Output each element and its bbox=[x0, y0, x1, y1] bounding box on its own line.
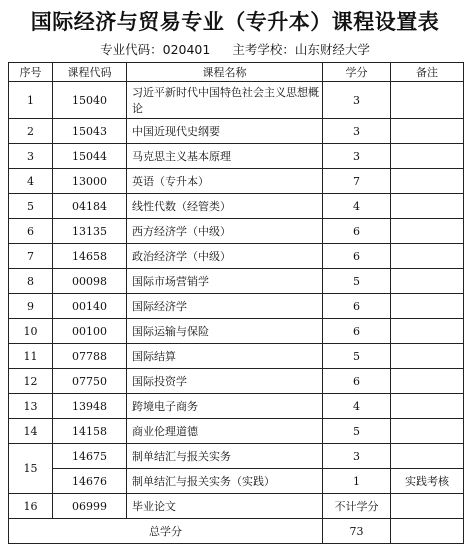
exam-school: 主考学校：山东财经大学 bbox=[232, 42, 370, 57]
row-name: 英语（专升本） bbox=[127, 169, 323, 194]
table-row bbox=[9, 394, 464, 419]
table-row bbox=[9, 469, 464, 494]
row-remark bbox=[391, 494, 464, 519]
row-credit: 不计学分 bbox=[323, 494, 391, 519]
course-table bbox=[8, 62, 464, 544]
row-code: 15044 bbox=[53, 144, 127, 169]
row-credit: 6 bbox=[323, 369, 391, 394]
row-code: 14658 bbox=[53, 244, 127, 269]
table-row bbox=[9, 244, 464, 269]
row-credit: 5 bbox=[323, 344, 391, 369]
row-name: 跨境电子商务 bbox=[127, 394, 323, 419]
major-code: 专业代码：020401 bbox=[100, 42, 211, 57]
row-remark bbox=[391, 269, 464, 294]
row-remark bbox=[391, 294, 464, 319]
row-name: 习近平新时代中国特色社会主义思想概论 bbox=[127, 82, 323, 119]
row-name: 国际投资学 bbox=[127, 369, 323, 394]
header-name: 课程名称 bbox=[127, 63, 323, 82]
header-code: 课程代码 bbox=[53, 63, 127, 82]
row-code: 00098 bbox=[53, 269, 127, 294]
row-no: 7 bbox=[9, 244, 53, 269]
row-remark bbox=[391, 144, 464, 169]
page-title: 国际经济与贸易专业（专升本）课程设置表 bbox=[30, 10, 440, 34]
row-credit: 6 bbox=[323, 294, 391, 319]
row-no: 9 bbox=[9, 294, 53, 319]
row-no: 11 bbox=[9, 344, 53, 369]
row-no: 5 bbox=[9, 194, 53, 219]
row-no: 16 bbox=[9, 494, 53, 519]
row-code: 00140 bbox=[53, 294, 127, 319]
table-row bbox=[9, 82, 464, 119]
row-name: 政治经济学（中级） bbox=[127, 244, 323, 269]
table-row bbox=[9, 344, 464, 369]
row-code: 00100 bbox=[53, 319, 127, 344]
row-remark bbox=[391, 169, 464, 194]
row-credit: 1 bbox=[323, 469, 391, 494]
row-remark bbox=[391, 244, 464, 269]
row-remark bbox=[391, 194, 464, 219]
row-name: 马克思主义基本原理 bbox=[127, 144, 323, 169]
row-no: 3 bbox=[9, 144, 53, 169]
row-code: 13135 bbox=[53, 219, 127, 244]
row-credit: 4 bbox=[323, 394, 391, 419]
row-no: 12 bbox=[9, 369, 53, 394]
subtitle bbox=[0, 40, 470, 58]
row-remark bbox=[391, 219, 464, 244]
table-row bbox=[9, 119, 464, 144]
row-remark bbox=[391, 319, 464, 344]
header-credit: 学分 bbox=[323, 63, 391, 82]
row-credit: 5 bbox=[323, 419, 391, 444]
row-name: 毕业论文 bbox=[127, 494, 323, 519]
table-row bbox=[9, 194, 464, 219]
row-credit: 6 bbox=[323, 319, 391, 344]
table-header-row bbox=[9, 63, 464, 82]
row-credit: 5 bbox=[323, 269, 391, 294]
row-name: 国际运输与保险 bbox=[127, 319, 323, 344]
row-credit: 3 bbox=[323, 82, 391, 119]
row-remark bbox=[391, 444, 464, 469]
row-code: 15040 bbox=[53, 82, 127, 119]
table-row bbox=[9, 369, 464, 394]
row-code: 13000 bbox=[53, 169, 127, 194]
header-no: 序号 bbox=[9, 63, 53, 82]
row-remark: 实践考核 bbox=[391, 469, 464, 494]
table-row bbox=[9, 319, 464, 344]
table-row bbox=[9, 294, 464, 319]
row-name: 西方经济学（中级） bbox=[127, 219, 323, 244]
table-row bbox=[9, 219, 464, 244]
row-credit: 6 bbox=[323, 219, 391, 244]
total-label: 总学分 bbox=[9, 519, 323, 544]
header-remark: 备注 bbox=[391, 63, 464, 82]
row-credit: 3 bbox=[323, 444, 391, 469]
table-row bbox=[9, 144, 464, 169]
total-remark bbox=[391, 519, 464, 544]
row-code: 07788 bbox=[53, 344, 127, 369]
row-credit: 7 bbox=[323, 169, 391, 194]
row-no: 4 bbox=[9, 169, 53, 194]
row-code: 13948 bbox=[53, 394, 127, 419]
table-row bbox=[9, 269, 464, 294]
row-name: 国际市场营销学 bbox=[127, 269, 323, 294]
row-code: 06999 bbox=[53, 494, 127, 519]
row-no: 6 bbox=[9, 219, 53, 244]
row-no: 13 bbox=[9, 394, 53, 419]
row-remark bbox=[391, 119, 464, 144]
row-remark bbox=[391, 419, 464, 444]
row-code: 04184 bbox=[53, 194, 127, 219]
table-row bbox=[9, 444, 464, 469]
row-remark bbox=[391, 369, 464, 394]
row-no: 1 bbox=[9, 82, 53, 119]
row-name: 制单结汇与报关实务 bbox=[127, 444, 323, 469]
row-credit: 6 bbox=[323, 244, 391, 269]
row-name: 制单结汇与报关实务（实践） bbox=[127, 469, 323, 494]
row-code: 14158 bbox=[53, 419, 127, 444]
row-no: 15 bbox=[9, 444, 53, 494]
row-no: 2 bbox=[9, 119, 53, 144]
row-credit: 3 bbox=[323, 119, 391, 144]
total-credit: 73 bbox=[323, 519, 391, 544]
row-no: 10 bbox=[9, 319, 53, 344]
row-no: 14 bbox=[9, 419, 53, 444]
row-name: 线性代数（经管类） bbox=[127, 194, 323, 219]
total-row bbox=[9, 519, 464, 544]
row-code: 14675 bbox=[53, 444, 127, 469]
row-code: 15043 bbox=[53, 119, 127, 144]
row-code: 07750 bbox=[53, 369, 127, 394]
row-no: 8 bbox=[9, 269, 53, 294]
row-name: 商业伦理道德 bbox=[127, 419, 323, 444]
table-row bbox=[9, 419, 464, 444]
row-remark bbox=[391, 344, 464, 369]
row-credit: 4 bbox=[323, 194, 391, 219]
table-row bbox=[9, 494, 464, 519]
row-credit: 3 bbox=[323, 144, 391, 169]
row-name: 国际结算 bbox=[127, 344, 323, 369]
row-remark bbox=[391, 394, 464, 419]
row-code: 14676 bbox=[53, 469, 127, 494]
row-name: 国际经济学 bbox=[127, 294, 323, 319]
row-remark bbox=[391, 82, 464, 119]
row-name: 中国近现代史纲要 bbox=[127, 119, 323, 144]
table-row bbox=[9, 169, 464, 194]
